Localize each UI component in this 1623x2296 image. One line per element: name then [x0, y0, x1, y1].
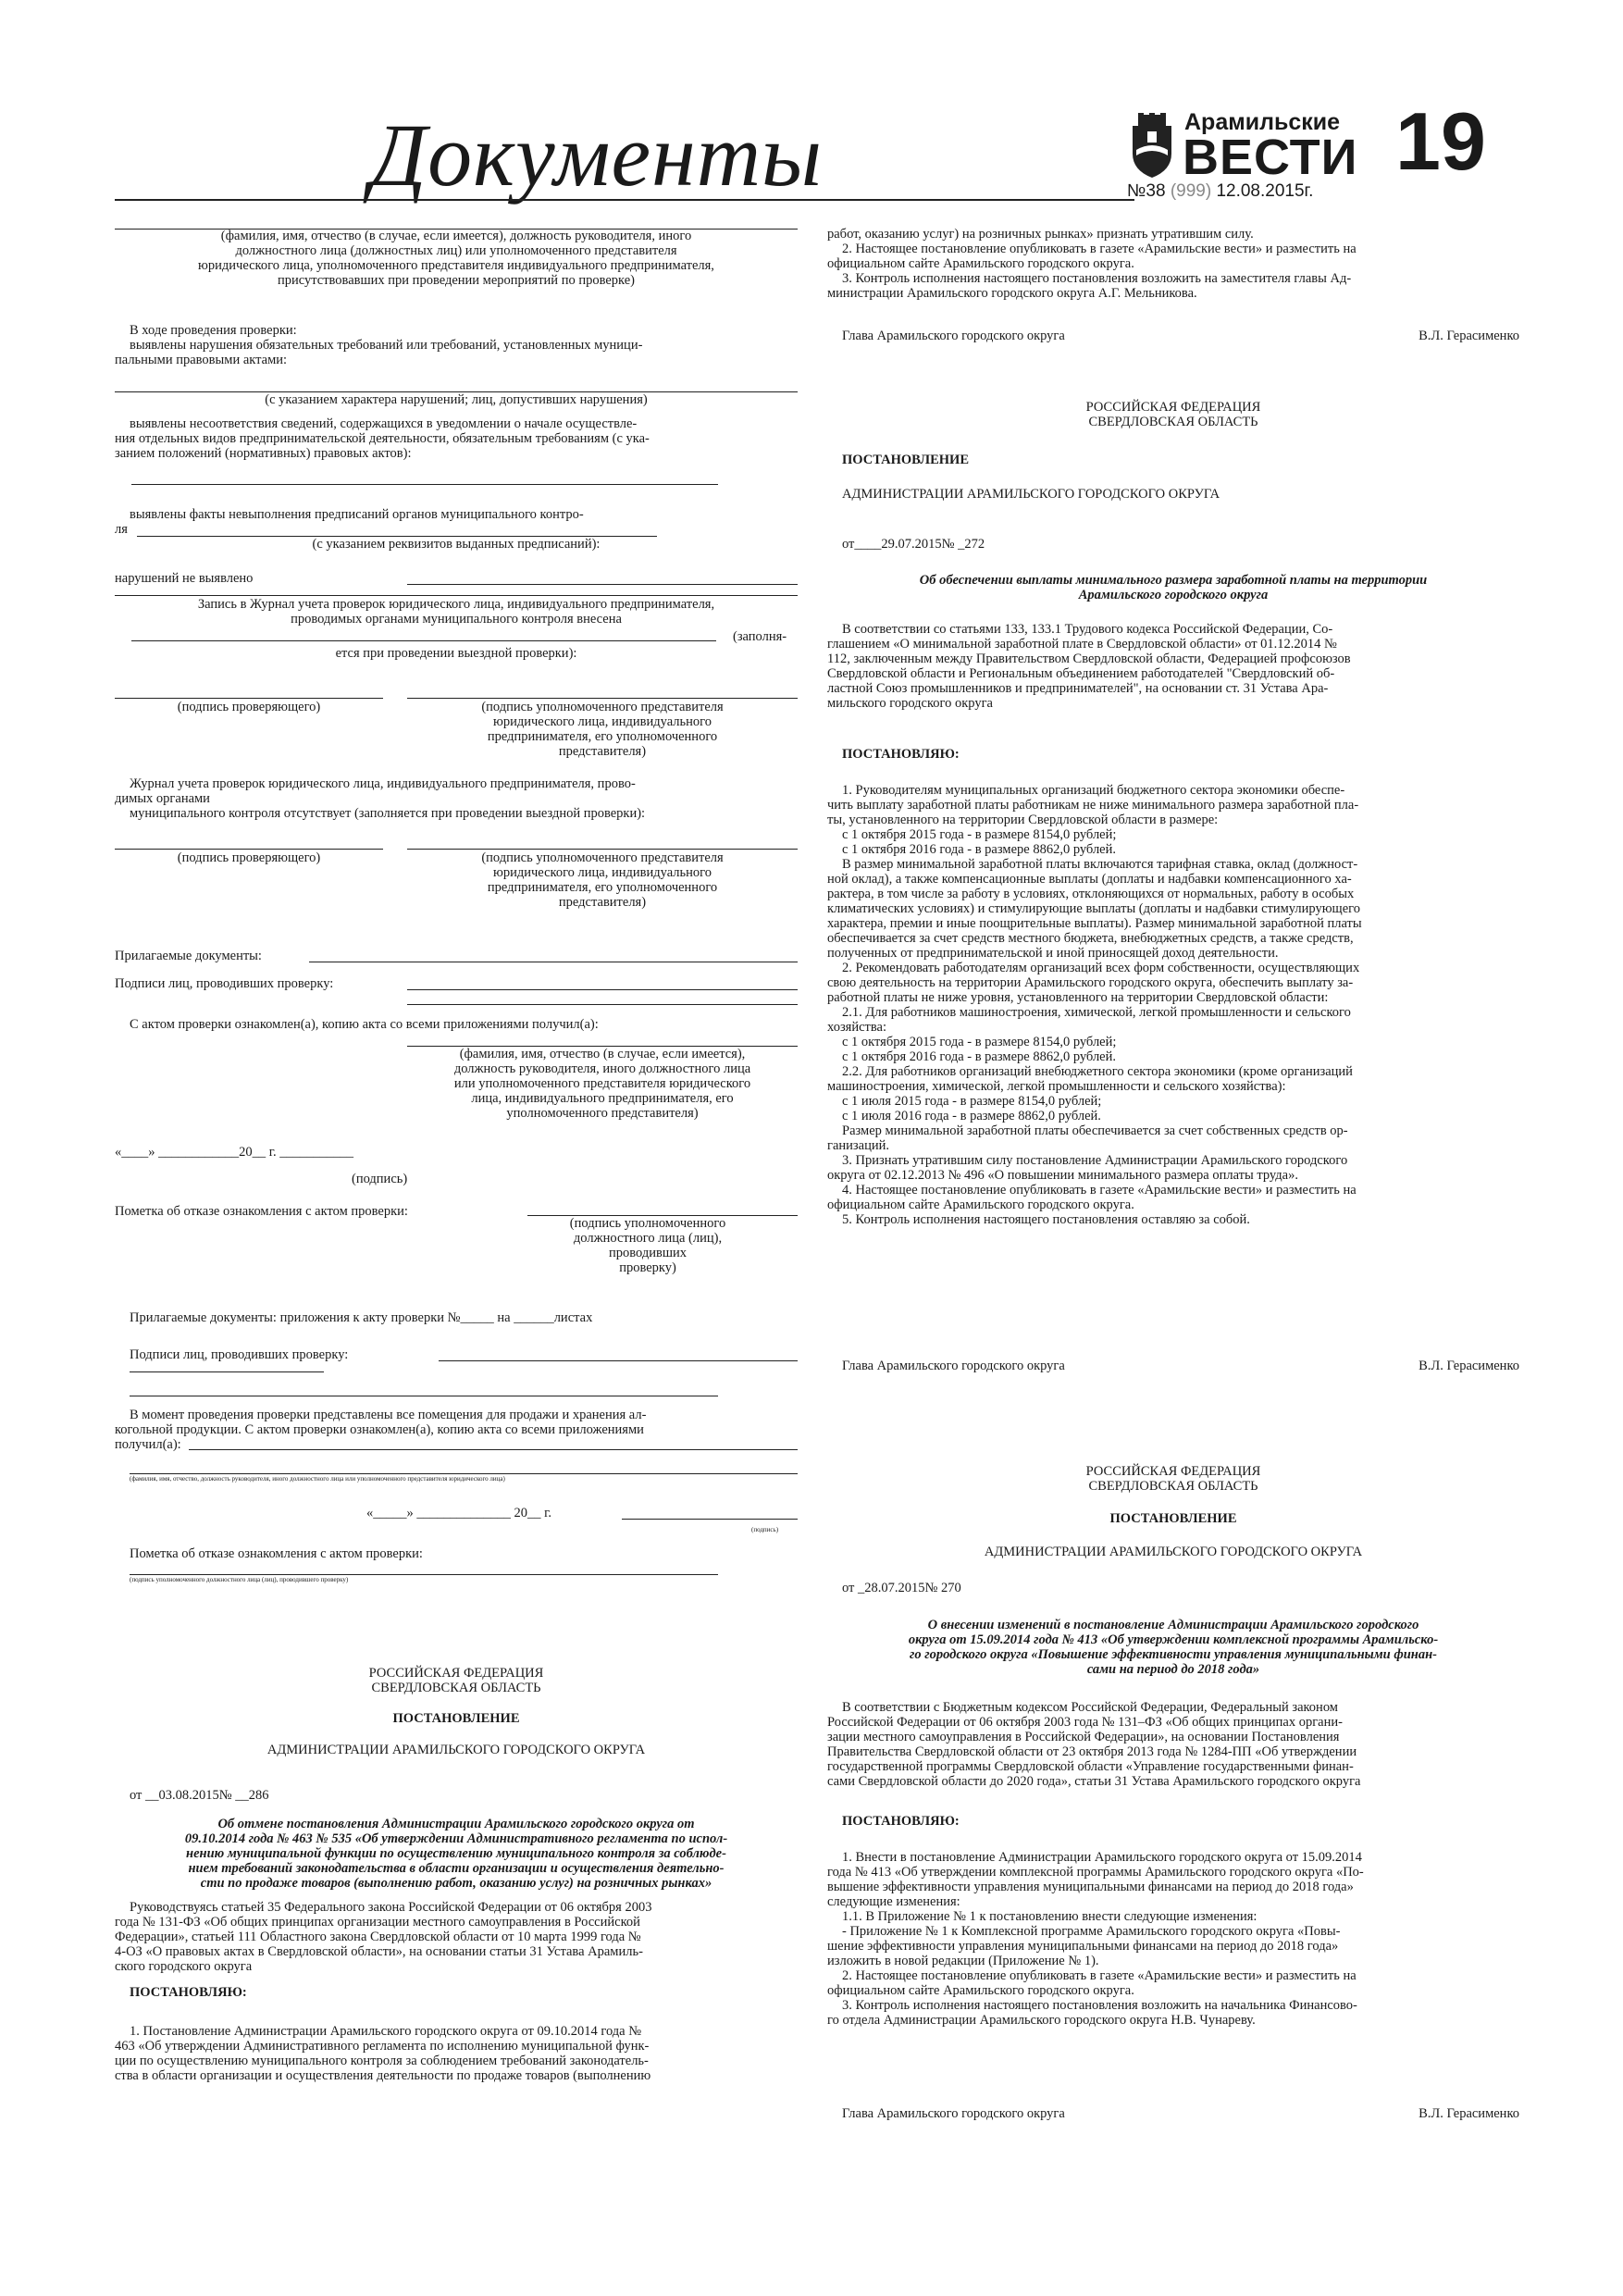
decree-270-number: от _28.07.2015№ 270 [842, 1581, 961, 1595]
journal-fill-end: ется при проведении выездной проверки): [335, 646, 577, 661]
fill-line [131, 640, 716, 641]
tiny-caption-person: (фамилия, имя, отчество, должность руководителя, иного должностного лица или уполномоченного представителя юридического лица) [130, 1475, 505, 1483]
signature-line [115, 698, 383, 699]
signature-line [407, 849, 798, 850]
date-line: «____» ____________20__ г. ___________ [115, 1145, 354, 1160]
tiny-caption-official: (подпись уполномоченного должностного лица (лиц), проводившего проверку) [130, 1576, 349, 1583]
decree-286-type: ПОСТАНОВЛЕНИЕ [392, 1711, 520, 1726]
decree-272-number: от____29.07.2015№ _272 [842, 537, 985, 552]
fill-line [130, 1574, 718, 1575]
fill-line [189, 1449, 798, 1450]
decree-272-preamble: В соответствии со статьями 133, 133.1 Трудового кодекса Российской Федерации, Со- глашением «О минимальной заработной плате в Свердловской области» от 01.12.2014 № 112, заключенным между Правительством Свердловской области, Федерацией профсоюзов Свердловской области и Региональным объединением работодателей "Свердловский об- ластной Союз промышленников и предпринимателей", на основании ст. 31 Устава Ара- мильского городского округа [827, 622, 1351, 711]
decree-270-type: ПОСТАНОВЛЕНИЕ [1109, 1511, 1237, 1526]
caption-inspected-persons: (фамилия, имя, отчество (в случае, если имеется), должность руководителя, иного должностного лица (должностных лиц) или уполномоченного представителя юридического лица, уполномоченного представителя индивидуального предпринимателя, присутствовавших при проведении мероприятий по проверке) [198, 229, 714, 288]
decree-270-title: О внесении изменений в постановление Администрации Арамильского городского округа от 15.09.2014 года № 413 «Об утверждении комплексной программы Арамильско- го городского округа «Повышение эффективности управления муниципальными финан- сами на период до 2018 года» [908, 1618, 1439, 1677]
decree-270-preamble: В соответствии с Бюджетным кодексом Российской Федерации, Федеральный законом Российской Федерации от 06 октября 2003 года № 131–ФЗ «Об общих принципах органи- зации местного самоуправления в Российской Федерации», на основании Постановления Правительства Свердловской области от 23 октября 2013 года № 1284-ПП «Об утверждении государственной программы Свердловской области «Управление государственными финан- сами Свердловской области до 2020 года», статьи 31 Устава Арамильского городского округа [827, 1700, 1361, 1789]
decree-272-authority: АДМИНИСТРАЦИИ АРАМИЛЬСКОГО ГОРОДСКОГО ОКРУГА [842, 487, 1220, 502]
fill-line [131, 484, 718, 485]
decree-286-continuation: работ, оказанию услуг) на розничных рынках» признать утратившим силу. 2. Настоящее постановление опубликовать в газете «Арамильские вести» и разместить на официальном сайте Арамильского городского округа. 3. Контроль исполнения настоящего постановления возложить на заместителя главы Ад- министрации Арамильского городского округа А.Г. Мельникова. [827, 227, 1357, 301]
fill-line [407, 1004, 798, 1005]
date-line-2: «_____» ______________ 20__ г. [366, 1506, 552, 1520]
inspector-signatures-2: Подписи лиц, проводивших проверку: [130, 1347, 349, 1362]
fill-line [407, 584, 798, 585]
decree-270-body: 1. Внести в постановление Администрации Арамильского городского округа от 15.09.2014 года № 413 «Об утверждении комплексной программы Арамильского городского округа «По- вышение эффективности управления муниципальными финансами на период до 2018 года» следующие изменения: 1.1. В Приложение № 1 к постановлению внести следующие изменения: - Приложение № 1 к Комплексной программе Арамильского городского округа «Повы- шение эффективности управления муниципальными финансами на период до 2018 года» изложить в новой редакции (Приложение № 1). 2. Настоящее постановление опубликовать в газете «Арамильские вести» и разместить на официальном сайте Арамильского городского округа. 3. Контроль исполнения настоящего постановления возложить на начальника Финансово- го отдела Администрации Арамильского городского округа Н.В. Чунареву. [827, 1850, 1364, 2028]
head-title: Глава Арамильского городского округа [842, 329, 1065, 343]
fill-line [622, 1519, 798, 1520]
refusal-note: Пометка об отказе ознакомления с актом проверки: [115, 1204, 408, 1219]
page-number: 19 [1395, 95, 1486, 187]
signature-line [115, 849, 383, 850]
decree-272-type: ПОСТАНОВЛЕНИЕ [842, 453, 970, 467]
inspector-signatures: Подписи лиц, проводивших проверку: [115, 976, 334, 991]
signature-line [407, 698, 798, 699]
decree-272-decree: ПОСТАНОВЛЯЮ: [842, 747, 960, 762]
fill-line [407, 989, 798, 990]
tiny-signature-caption: (подпись) [751, 1526, 779, 1533]
attached-documents-2: Прилагаемые документы: приложения к акту проверки №_____ на ______листах [130, 1310, 593, 1325]
issue-number: №38 [1127, 181, 1166, 201]
decree-270-region: СВЕРДЛОВСКАЯ ОБЛАСТЬ [1088, 1479, 1258, 1494]
head-title: Глава Арамильского городского округа [842, 2106, 1065, 2121]
decree-272-region: СВЕРДЛОВСКАЯ ОБЛАСТЬ [1088, 415, 1258, 429]
journal-entry: Запись в Журнал учета проверок юридического лица, индивидуального предпринимателя, проводимых органами муниципального контроля внесена [197, 597, 715, 627]
head-name: В.Л. Герасименко [1419, 329, 1519, 343]
right-column [814, 0, 1623, 2296]
section-title: Документы [370, 105, 824, 205]
unfulfilled-orders: выявлены факты невыполнения предписаний органов муниципального контро- ля [115, 507, 584, 537]
head-name: В.Л. Герасименко [1419, 2106, 1519, 2121]
issue-date: 12.08.2015г. [1216, 181, 1314, 201]
caption-acquainted-person: (фамилия, имя, отчество (в случае, если имеется), должность руководителя, иного должностного лица или уполномоченного представителя юридического лица, индивидуального предпринимателя, его уполномоченного представителя) [453, 1047, 751, 1121]
fill-line [130, 1371, 324, 1372]
notice-mismatch: выявлены несоответствия сведений, содержащихся в уведомлении о начале осуществле- ния отдельных видов предпринимательской деятельности, обязательным требованиям (с ука- занием положений (нормативных) правовых актов): [115, 416, 650, 461]
sign-representative: (подпись уполномоченного представителя юридического лица, индивидуального предпринимателя, его уполномоченного представителя) [481, 700, 724, 759]
sign-inspector: (подпись проверяющего) [177, 850, 321, 865]
decree-286-item1: 1. Постановление Администрации Арамильского городского округа от 09.10.2014 года № 463 «Об утверждении Административного регламента по исполнению муниципальной функ- ции по осуществлению муниципального контроля за соблюдением требований законодатель- ства в области организации и осуществления деятельности по продаже товаров (выполнению [115, 2024, 651, 2083]
issue-total: (999) [1170, 181, 1212, 201]
signature-caption: (подпись) [352, 1172, 408, 1186]
decree-270-decree: ПОСТАНОВЛЯЮ: [842, 1814, 960, 1829]
brand-top: Арамильские [1184, 109, 1341, 135]
caption-violations: (с указанием характера нарушений; лиц, допустивших нарушения) [265, 392, 648, 407]
decree-286-title: Об отмене постановления Администрации Арамильского городского округа от 09.10.2014 года № 463 № 535 «Об утверждении Административного регламента по испол- нению муниципальной функции по осуществлению муниципального контроля за соблюде- нием требований законодательства в области организации и осуществления деятельно- сти по продаже товаров (выполнению работ, оказанию услуг) на розничных рынках» [184, 1817, 728, 1891]
decree-286-decree: ПОСТАНОВЛЯЮ: [130, 1985, 247, 2000]
attached-documents: Прилагаемые документы: [115, 949, 262, 963]
sign-representative: (подпись уполномоченного представителя юридического лица, индивидуального предпринимателя, его уполномоченного представителя) [481, 850, 724, 910]
brand-main: ВЕСТИ [1183, 130, 1358, 185]
head-name: В.Л. Герасименко [1419, 1359, 1519, 1373]
decree-286-preamble: Руководствуясь статьей 35 Федерального закона Российской Федерации от 06 октября 2003 года № 131-ФЗ «Об общих принципах организации местного самоуправления в Российской Федерации», статьей 111 Областного закона Свердловской области от 10 марта 1999 года № 4-ОЗ «О правовых актах в Свердловской области», на основании статьи 31 Устава Арамиль- ского городского округа [115, 1900, 652, 1974]
acquainted-statement: С актом проверки ознакомлен(а), копию акта со всеми приложениями получил(а): [130, 1017, 599, 1032]
decree-272-body: 1. Руководителям муниципальных организаций бюджетного сектора экономики обеспе- чить выплату заработной платы работникам не ниже минимального размера заработной пла- ты, установленного на территории Свердловской области в размере: с 1 октября 2015 года - в размере 8154,0 рублей; с 1 октября 2016 года - в размере 8862,0 рублей. В размер минимальной заработной платы включаются тарифная ставка, оклад (должност- ной оклад), а также компенсационные выплаты (доплаты и надбавки компенсационного ха- рактера, в том числе за работу в условиях, отклоняющихся от нормальных, работу в особых климатических условиях) и стимулирующие выплаты (доплаты и надбавки стимулирующего характера, премии и иные поощрительные выплаты). Размер минимальной заработной платы обеспечивается за счет средств местного бюджета, внебюджетных средств, а также средств, полученных от предпринимательской и иной приносящей доход деятельности. 2. Рекомендовать работодателям организаций всех форм собственности, осуществляющих свою деятельность на территории Арамильского городского округа, обеспечить выплату за- работной платы не ниже уровня, установленного на территории Свердловской области: 2.1. Для работников машиностроения, химической, легкой промышленности и сельского хозяйства: с 1 октября 2015 года - в размере 8154,0 рублей; с 1 октября 2016 года - в размере 8862,0 рублей. 2.2. Для работников организаций внебюджетного сектора экономики (кроме организаций машиностроения, химической, легкой промышленности и сельского хозяйства): с 1 июля 2015 года - в размере 8154,0 рублей; с 1 июля 2016 года - в размере 8862,0 рублей. Размер минимальной заработной платы обеспечивается за счет собственных средств ор- ганизаций. 3. Признать утратившим силу постановление Администрации Арамильского городского округа от 02.12.2013 № 496 «О повышении минимального размера оплаты труда». 4. Настоящее постановление опубликовать в газете «Арамильские вести» и разместить на официальном сайте Арамильского городского округа. 5. Контроль исполнения настоящего постановления оставляю за собой. [827, 783, 1362, 1227]
caption-refusal-official: (подпись уполномоченного должностного лица (лиц), проводивших проверку) [569, 1216, 726, 1275]
journal-fill-note: (заполня- [733, 629, 787, 644]
decree-270-authority: АДМИНИСТРАЦИИ АРАМИЛЬСКОГО ГОРОДСКОГО ОКРУГА [984, 1545, 1363, 1559]
decree-286-country: РОССИЙСКАЯ ФЕДЕРАЦИЯ [368, 1666, 544, 1681]
inspection-findings: В ходе проведения проверки: выявлены нарушения обязательных требований или требований, установленных муници- пальными правовыми актами: [115, 323, 643, 367]
sign-inspector: (подпись проверяющего) [177, 700, 321, 714]
head-title: Глава Арамильского городского округа [842, 1359, 1065, 1373]
alcohol-premises: В момент проведения проверки представлены все помещения для продажи и хранения ал- когольной продукции. С актом проверки ознакомлен(а), копию акта со всеми приложениями получил(а): [115, 1408, 647, 1452]
no-violations: нарушений не выявлено [115, 571, 254, 586]
decree-272-title: Об обеспечении выплаты минимального размера заработной платы на территории Арамильского городского округа [919, 573, 1428, 602]
decree-286-region: СВЕРДЛОВСКАЯ ОБЛАСТЬ [371, 1681, 541, 1695]
decree-272-country: РОССИЙСКАЯ ФЕДЕРАЦИЯ [1085, 400, 1261, 415]
decree-270-country: РОССИЙСКАЯ ФЕДЕРАЦИЯ [1085, 1464, 1261, 1479]
caption-orders: (с указанием реквизитов выданных предписаний): [312, 537, 601, 552]
fill-line [130, 1473, 798, 1474]
decree-286-authority: АДМИНИСТРАЦИИ АРАМИЛЬСКОГО ГОРОДСКОГО ОКРУГА [266, 1743, 646, 1757]
fill-line [115, 595, 798, 596]
journal-absent: Журнал учета проверок юридического лица, индивидуального предпринимателя, прово- димых органами муниципального контроля отсутствует (заполняется при проведении выездной проверки): [115, 776, 646, 821]
fill-line [439, 1360, 798, 1361]
decree-286-number: от __03.08.2015№ __286 [130, 1788, 269, 1803]
refusal-note-2: Пометка об отказе ознакомления с актом проверки: [130, 1546, 423, 1561]
